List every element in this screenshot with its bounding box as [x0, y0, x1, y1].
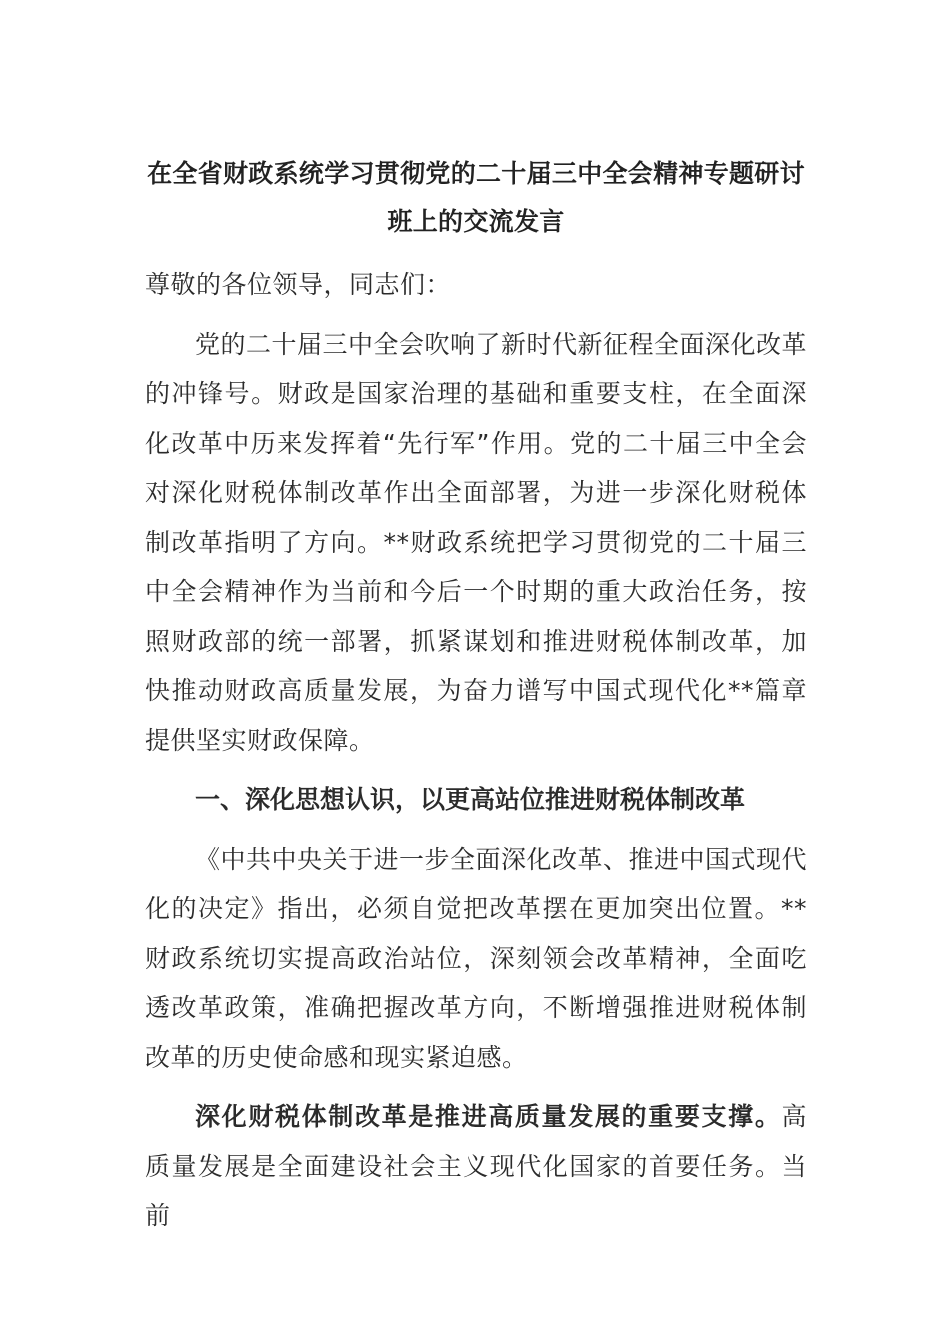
- document-title: 在全省财政系统学习贯彻党的二十届三中全会精神专题研讨班上的交流发言: [147, 159, 805, 236]
- paragraph-decision: 《中共中央关于进一步全面深化改革、推进中国式现代化的决定》指出，必须自觉把改革摆在更加突出位置。**财政系统切实提高政治站位，深刻领会改革精神，全面吃透改革政策，准确把握改革方向，不断增强推进财税体制改革的历史使命感和现实紧迫感。: [145, 844, 808, 1072]
- paragraph-lead-sentence: 深化财税体制改革是推进高质量发展的重要支撑。: [195, 1102, 782, 1131]
- paragraph-intro: 党的二十届三中全会吹响了新时代新征程全面深化改革的冲锋号。财政是国家治理的基础和重要支柱，在全面深化改革中历来发挥着“先行军”作用。党的二十届三中全会对深化财税体制改革作出全面部署，为进一步深化财税体制改革指明了方向。**财政系统把学习贯彻党的二十届三中全会精神作为当前和今后一个时期的重大政治任务，按照财政部的统一部署，抓紧谋划和推进财税体制改革，加快推动财政高质量发展，为奋力谱写中国式现代化**篇章提供坚实财政保障。: [145, 329, 808, 755]
- document-body: [145, 150, 807, 1241]
- section-heading-1: 一、深化思想认识，以更高站位推进财税体制改革: [195, 785, 746, 814]
- greeting: 尊敬的各位领导，同志们：: [145, 270, 452, 299]
- paragraph-support: [145, 1092, 807, 1241]
- paragraph-body-text: 高质量发展是全面建设社会主义现代化国家的首要任务。当前: [145, 1102, 807, 1230]
